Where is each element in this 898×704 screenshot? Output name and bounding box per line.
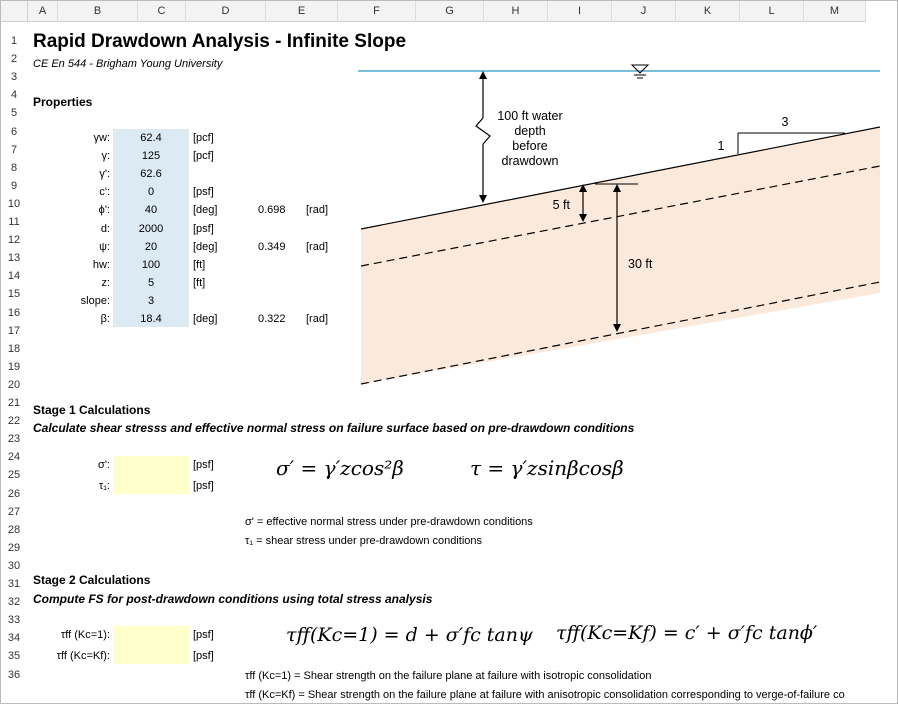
row-header-16[interactable]: 16 <box>0 307 28 321</box>
stage1-note-2: τ₁ = shear stress under pre-drawdown conditions <box>245 535 483 547</box>
sheet-subtitle[interactable]: CE En 544 - Brigham Young University <box>33 58 223 70</box>
property-unit: [deg] <box>193 240 218 253</box>
column-header-c[interactable]: C <box>138 0 186 22</box>
infinite-slope-diagram <box>355 60 885 390</box>
property-radians: 0.698 <box>258 204 286 217</box>
property-radians: 0.322 <box>258 313 286 325</box>
stage2-heading[interactable]: Stage 2 Calculations <box>33 573 151 587</box>
water-depth-arrow <box>479 195 487 203</box>
row-header-30[interactable]: 30 <box>0 560 28 574</box>
property-unit: [psf] <box>193 222 214 235</box>
property-value[interactable]: 62.6 <box>140 168 162 181</box>
row-header-26[interactable]: 26 <box>0 488 28 502</box>
slope-rise-label: 1 <box>717 139 725 153</box>
tff2-equation: τff(Kc=Kf) = c′ + σ′fc tanϕ′ <box>556 622 818 644</box>
row-header-13[interactable]: 13 <box>0 252 28 266</box>
sheet-title[interactable]: Rapid Drawdown Analysis - Infinite Slope <box>33 31 407 52</box>
water-depth-label-3: before <box>512 139 548 153</box>
row-header-24[interactable]: 24 <box>0 451 28 465</box>
property-unit: [ft] <box>193 276 206 289</box>
stage1-subheading[interactable]: Calculate shear stresss and effective normal stress on failure surface based on pre-drawdown conditions <box>33 421 635 435</box>
row-header-5[interactable]: 5 <box>0 107 28 121</box>
property-label: β: <box>100 313 110 325</box>
property-unit: [ft] <box>193 258 206 271</box>
stage1-heading[interactable]: Stage 1 Calculations <box>33 403 151 417</box>
property-value[interactable]: 2000 <box>138 222 164 235</box>
property-label: ϕ': <box>98 204 110 217</box>
property-value[interactable]: 100 <box>141 258 161 271</box>
row-header-28[interactable]: 28 <box>0 524 28 538</box>
row-header-7[interactable]: 7 <box>0 144 28 158</box>
property-unit: [psf] <box>193 186 214 199</box>
stage2-note-2: τff (Kc=Kf) = Shear strength on the failure plane at failure with anisotropic consolidation corresponding to verge-of-failure co <box>245 689 845 701</box>
property-label: z: <box>101 276 110 289</box>
tff1-unit: [psf] <box>193 629 214 641</box>
property-label: c': <box>99 186 110 199</box>
property-label: γ': <box>99 168 110 181</box>
row-header-31[interactable]: 31 <box>0 578 28 592</box>
stage2-note-1: τff (Kc=1) = Shear strength on the failure plane at failure with isotropic consolidation <box>245 670 652 682</box>
column-header-g[interactable]: G <box>416 0 484 22</box>
property-value[interactable]: 3 <box>147 294 155 307</box>
sigma-unit: [psf] <box>193 459 214 471</box>
property-value[interactable]: 0 <box>147 186 155 199</box>
row-header-21[interactable]: 21 <box>0 397 28 411</box>
column-header-k[interactable]: K <box>676 0 740 22</box>
property-radians: 0.349 <box>258 240 286 253</box>
select-all-corner[interactable] <box>0 0 28 22</box>
water-depth-label-2: depth <box>514 124 546 138</box>
column-header-f[interactable]: F <box>338 0 416 22</box>
property-radians-unit: [rad] <box>306 204 329 217</box>
property-label: slope: <box>80 294 110 307</box>
z-label: 5 ft <box>552 198 570 212</box>
column-header-e[interactable]: E <box>266 0 338 22</box>
sigma-equation: σ′ = γ′zcos²β <box>276 456 404 480</box>
water-depth-label-4: drawdown <box>501 154 559 168</box>
property-label: d: <box>100 222 110 235</box>
tff2-label: τff (Kc=Kf): <box>56 650 110 662</box>
row-header-29[interactable]: 29 <box>0 542 28 556</box>
property-unit: [deg] <box>193 204 218 217</box>
row-header-33[interactable]: 33 <box>0 614 28 628</box>
tau-equation: τ = γ′zsinβcosβ <box>470 456 624 480</box>
break-symbol <box>476 118 490 144</box>
property-value[interactable]: 62.4 <box>140 132 162 144</box>
property-label: hw: <box>92 258 110 271</box>
stage1-note-1: σ' = effective normal stress under pre-drawdown conditions <box>245 516 533 528</box>
soil-fill <box>361 127 880 384</box>
property-radians-unit: [rad] <box>306 240 329 253</box>
row-header-10[interactable]: 10 <box>0 198 28 212</box>
row-header-36[interactable]: 36 <box>0 669 28 683</box>
property-label: γ: <box>101 150 110 163</box>
row-header-4[interactable]: 4 <box>0 89 28 103</box>
property-value[interactable]: 18.4 <box>140 313 162 325</box>
column-header-d[interactable]: D <box>186 0 266 22</box>
depth-label: 30 ft <box>628 257 653 271</box>
row-header-35[interactable]: 35 <box>0 650 28 664</box>
row-header-14[interactable]: 14 <box>0 270 28 284</box>
row-header-3[interactable]: 3 <box>0 71 28 85</box>
row-header-2[interactable]: 2 <box>0 53 28 67</box>
sigma-label: σ': <box>98 459 110 471</box>
property-unit: [pcf] <box>193 132 214 144</box>
property-value[interactable]: 5 <box>147 276 155 289</box>
column-header-l[interactable]: L <box>740 0 804 22</box>
column-header-a[interactable]: A <box>28 0 58 22</box>
column-header-i[interactable]: I <box>548 0 612 22</box>
property-label: γw: <box>93 132 110 144</box>
row-header-34[interactable]: 34 <box>0 632 28 646</box>
property-value[interactable]: 40 <box>144 204 158 217</box>
row-header-11[interactable]: 11 <box>0 216 28 230</box>
row-header-20[interactable]: 20 <box>0 379 28 393</box>
water-table-icon <box>632 65 648 73</box>
properties-heading[interactable]: Properties <box>33 95 93 109</box>
row-header-17[interactable]: 17 <box>0 325 28 339</box>
row-header-18[interactable]: 18 <box>0 343 28 357</box>
tau1-label: τ₁: <box>98 480 110 492</box>
stage2-subheading[interactable]: Compute FS for post-drawdown conditions using total stress analysis <box>33 592 433 606</box>
property-label: ψ: <box>99 240 110 253</box>
row-header-15[interactable]: 15 <box>0 288 28 302</box>
stage2-result-cells[interactable] <box>113 626 189 664</box>
stage1-result-cells[interactable] <box>113 456 189 494</box>
property-unit: [pcf] <box>193 150 214 163</box>
water-depth-label-1: 100 ft water <box>497 109 563 123</box>
column-header-m[interactable]: M <box>804 0 866 22</box>
row-header-22[interactable]: 22 <box>0 415 28 429</box>
tff2-unit: [psf] <box>193 650 214 662</box>
property-value[interactable]: 125 <box>141 150 161 163</box>
row-header-9[interactable]: 9 <box>0 180 28 194</box>
column-header-b[interactable]: B <box>58 0 138 22</box>
property-radians-unit: [rad] <box>306 313 329 325</box>
row-header-25[interactable]: 25 <box>0 469 28 483</box>
row-header-12[interactable]: 12 <box>0 234 28 248</box>
tff1-equation: τff(Kc=1) = d + σ′fc tanψ <box>286 624 533 646</box>
row-header-32[interactable]: 32 <box>0 596 28 610</box>
column-header-h[interactable]: H <box>484 0 548 22</box>
row-header-27[interactable]: 27 <box>0 506 28 520</box>
property-value[interactable]: 20 <box>144 240 158 253</box>
column-header-j[interactable]: J <box>612 0 676 22</box>
tff1-label: τff (Kc=1): <box>60 629 110 641</box>
property-unit: [deg] <box>193 313 218 325</box>
row-header-6[interactable]: 6 <box>0 126 28 140</box>
tau1-unit: [psf] <box>193 480 214 492</box>
row-header-23[interactable]: 23 <box>0 433 28 447</box>
slope-run-label: 3 <box>781 115 789 129</box>
row-header-1[interactable]: 1 <box>0 35 28 49</box>
row-header-8[interactable]: 8 <box>0 162 28 176</box>
row-header-19[interactable]: 19 <box>0 361 28 375</box>
